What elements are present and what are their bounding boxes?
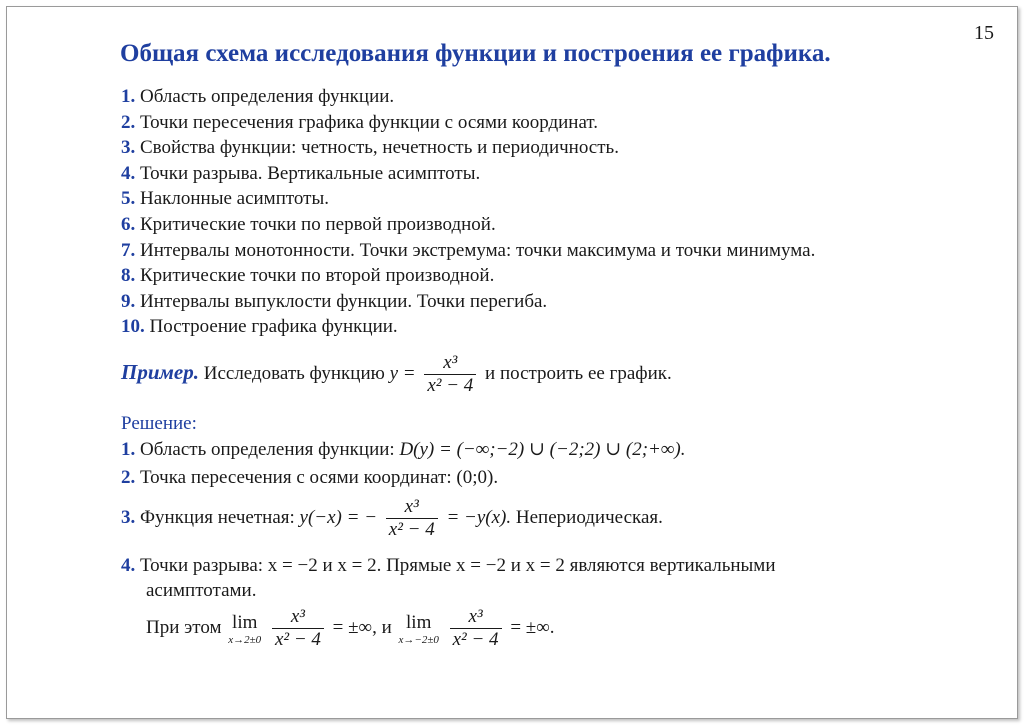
formula: (0;0). <box>456 467 499 488</box>
step-number: 4. <box>121 162 136 184</box>
limit-result: = ±∞, <box>332 616 377 638</box>
limit-subscript: x→2±0 <box>228 633 262 646</box>
step-text: Интервалы выпуклости функции. Точки перегиба. <box>140 290 548 312</box>
formula-rhs: = −y(x). <box>446 506 512 528</box>
step-text: Точки разрыва. Вертикальные асимптоты. <box>140 162 481 184</box>
limit-operator <box>228 612 261 646</box>
step-number: 1. <box>121 86 136 107</box>
step-text: Свойства функции: четность, нечетность и периодичность. <box>140 137 619 159</box>
fraction-numerator: x³ <box>424 352 476 375</box>
list-item <box>121 110 815 136</box>
limit-word: lim <box>232 611 258 633</box>
limit-line <box>146 606 555 651</box>
fraction <box>272 606 324 651</box>
example-label: Пример. <box>121 359 199 384</box>
fraction-numerator: x³ <box>272 606 324 629</box>
fraction <box>424 352 476 397</box>
step-text: Точки разрыва: x = −2 и x = 2. Прямые x = −2 и x = 2 являются вертикальными <box>140 555 776 576</box>
step-number: 2. <box>121 467 136 488</box>
step-text: Построение графика функции. <box>149 316 398 338</box>
limit-intro: При этом <box>146 616 222 638</box>
solution-step-2 <box>121 467 498 489</box>
fraction-denominator: x² − 4 <box>427 375 474 396</box>
step-text: Критические точки по первой производной. <box>140 213 496 235</box>
list-item <box>121 289 815 315</box>
and-word: и <box>381 616 392 638</box>
step-text: Критические точки по второй производной. <box>140 265 495 287</box>
step-tail: Непериодическая. <box>515 506 663 528</box>
formula: D(y) = (−∞;−2) ∪ (−2;2) ∪ (2;+∞). <box>399 439 686 460</box>
formula-lhs: y = <box>389 362 416 384</box>
list-item <box>121 212 815 238</box>
step-text: Область определения функции: <box>140 439 395 460</box>
step-number: 3. <box>121 137 136 159</box>
step-text: Точки пересечения графика функции с осями координат. <box>140 111 599 133</box>
formula-lhs: y(−x) = − <box>299 506 378 528</box>
solution-label: Решение: <box>121 413 197 434</box>
list-item <box>121 186 815 212</box>
example-text: Исследовать функцию <box>203 362 385 384</box>
solution-step-4 <box>121 555 776 577</box>
list-item <box>121 238 815 264</box>
step-text: Область определения функции. <box>140 86 395 107</box>
step-text: Интервалы монотонности. Точки экстремума: точки максимума и точки минимума. <box>140 239 816 261</box>
solution-step-4-continuation: асимптотами. <box>146 580 257 601</box>
step-number: 6. <box>121 213 136 235</box>
fraction-denominator: x² − 4 <box>388 519 435 540</box>
example-line <box>121 352 672 397</box>
steps-list <box>121 84 815 340</box>
step-number: 8. <box>121 265 136 287</box>
step-number: 9. <box>121 290 136 312</box>
example-tail: и построить ее график. <box>485 362 672 384</box>
fraction <box>450 606 502 651</box>
fraction-denominator: x² − 4 <box>274 629 321 650</box>
step-number: 5. <box>121 188 136 210</box>
step-number: 1. <box>121 439 136 460</box>
step-number: 3. <box>121 506 136 528</box>
step-text: Наклонные асимптоты. <box>140 188 329 210</box>
limit-word: lim <box>406 611 432 633</box>
fraction-denominator: x² − 4 <box>452 629 499 650</box>
step-number: 4. <box>121 555 136 576</box>
page-title: Общая схема исследования функции и построения ее графика. <box>120 40 831 67</box>
list-item <box>121 314 815 340</box>
list-item <box>121 84 815 110</box>
step-number: 10. <box>121 316 145 338</box>
limit-subscript: x→−2±0 <box>398 633 439 646</box>
solution-step-3 <box>121 496 663 541</box>
limit-result: = ±∞. <box>510 616 555 638</box>
fraction <box>386 496 438 541</box>
step-number: 2. <box>121 111 136 133</box>
fraction-numerator: x³ <box>386 496 438 519</box>
step-number: 7. <box>121 239 136 261</box>
list-item <box>121 161 815 187</box>
list-item <box>121 263 815 289</box>
limit-operator <box>399 612 439 646</box>
solution-step-1 <box>121 438 686 461</box>
step-text: Функция нечетная: <box>140 506 295 528</box>
step-text: Точка пересечения с осями координат: <box>140 467 452 488</box>
fraction-numerator: x³ <box>450 606 502 629</box>
list-item <box>121 135 815 161</box>
page-number: 15 <box>974 22 994 44</box>
